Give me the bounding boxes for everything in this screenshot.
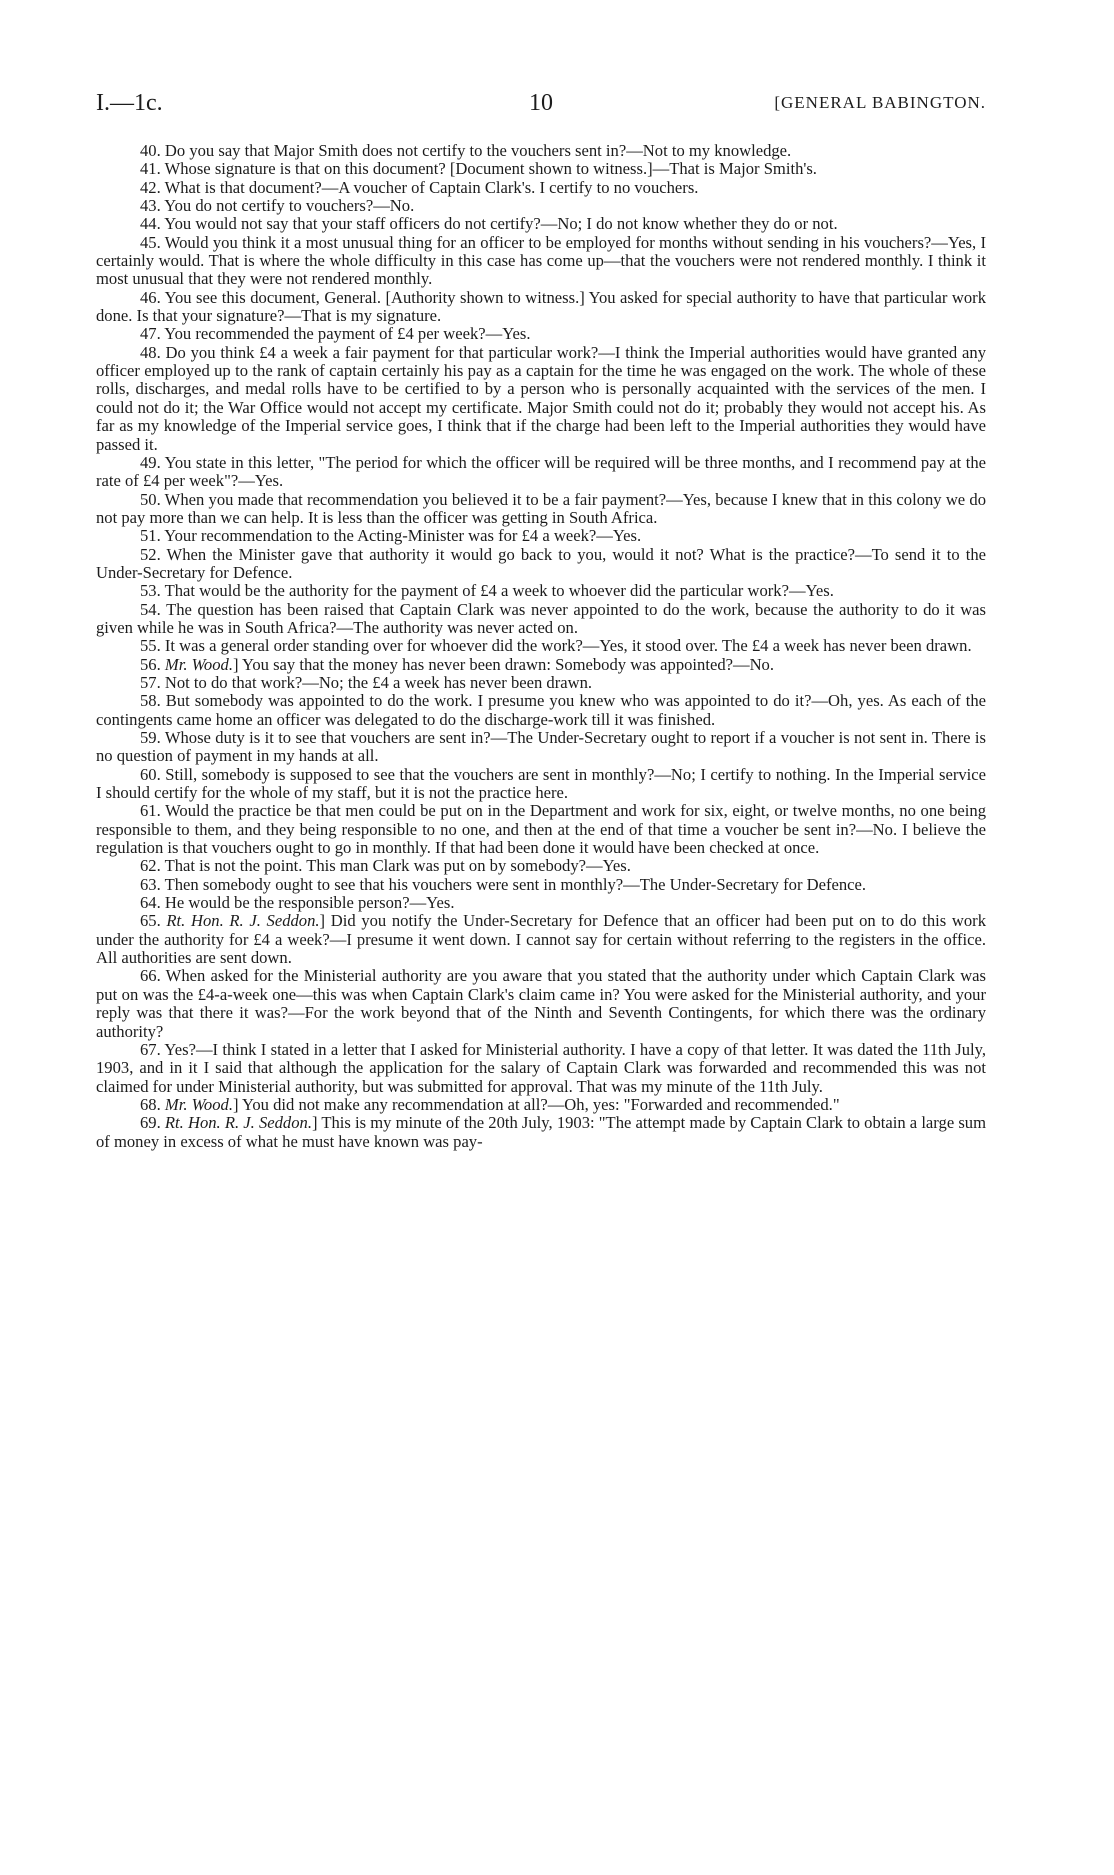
paragraph-text: 49. You state in this letter, "The period for which the officer will be required will be three months, and I recommend pay at the rate of £4 per week"?—Yes. (96, 452, 986, 491)
paragraph-text: 46. You see this document, General. [Authority shown to witness.] You asked for special authority to have that particular work done. Is that your signature?—That is my signature. (96, 287, 986, 326)
question-paragraph (96, 325, 986, 343)
question-paragraph (96, 582, 986, 600)
paragraph-text: 67. Yes?—I think I stated in a letter that I asked for Ministerial authority. I have a copy of that letter. It was dated the 11th July, 1903, and in it I said that although the application for the salary of Captain Clark was forwarded and recommended this was not claimed for under Ministerial authority, but was submitted for approval. That was my minute of the 11th July. (96, 1039, 986, 1096)
paragraph-text: ] You did not make any recommendation at all?—Oh, yes: "Forwarded and recommended." (232, 1094, 840, 1114)
speaker-name: Mr. Wood. (164, 654, 233, 674)
page-number: 10 (529, 90, 553, 116)
question-paragraph (96, 215, 986, 233)
question-paragraph (96, 766, 986, 803)
paragraph-text: 66. When asked for the Ministerial authority are you aware that you stated that the authority under which Captain Clark was put on was the £4-a-week one—this was when Captain Clark's claim came in? You were asked for the Ministerial authority, and your reply was that there it was?—For the work beyond that of the Ninth and Seventh Contingents, for which there was the ordinary authority? (96, 966, 986, 1041)
paragraph-text: 47. You recommended the payment of £4 per week?—Yes. (140, 324, 531, 344)
question-paragraph (96, 894, 986, 912)
speaker-name: Rt. Hon. R. J. Seddon. (166, 911, 320, 931)
paragraph-text: 40. Do you say that Major Smith does not certify to the vouchers sent in?—Not to my knowledge. (140, 141, 792, 160)
paragraph-text: 59. Whose duty is it to see that vouchers are sent in?—The Under-Secretary ought to report if a voucher is not sent in. There is no question of payment in my hands at all. (96, 728, 986, 766)
question-paragraph (96, 454, 986, 491)
question-paragraph (96, 179, 986, 197)
question-paragraph (96, 912, 986, 967)
paragraph-text: 64. He would be the responsible person?—Yes. (140, 893, 455, 913)
question-paragraph (96, 1096, 986, 1114)
question-number: 69. (140, 1113, 165, 1133)
paragraph-text: 62. That is not the point. This man Clark was put on by somebody?—Yes. (140, 856, 631, 876)
paragraph-text: ] This is my minute of the 20th July, 1903: "The attempt made by Captain Clark to obtain a large sum of money in excess of what he must have known was pay- (96, 1113, 987, 1151)
paragraph-text: 54. The question has been raised that Captain Clark was never appointed to do the work, because the authority to do it was given while he was in South Africa?—The authority was never acted on. (96, 599, 986, 637)
question-paragraph (96, 527, 986, 545)
paragraph-text: 58. But somebody was appointed to do the work. I presume you knew who was appointed to do it?—Oh, yes. As each of the contingents came home an officer was delegated to do the discharge-work till it was finished. (96, 691, 986, 729)
paragraph-text: 52. When the Minister gave that authority it would go back to you, would it not? What is the practice?—To send it to the Under-Secretary for Defence. (96, 544, 986, 582)
question-paragraph (96, 857, 986, 875)
question-number: 56. (140, 654, 165, 674)
paragraph-text: ] Did you notify the Under-Secretary for Defence that an officer had been put on to do this work under the authority for £4 a week?—I presume it went down. I cannot say for certain without referring to the registers in the office. All authorities are sent down. (96, 911, 986, 968)
question-number: 65. (140, 911, 167, 931)
paragraph-text: 61. Would the practice be that men could be put on in the Department and work for six, eight, or twelve months, no one being responsible to them, and they being responsible to no one, and then at the end of that time a voucher be sent in?—No. I believe the regulation is that vouchers ought to go in monthly. If that had been done it would have been checked at once. (96, 801, 986, 858)
question-paragraph (96, 344, 986, 454)
question-paragraph (96, 729, 986, 766)
paragraph-text: 55. It was a general order standing over for whoever did the work?—Yes, it stood over. The £4 a week has never been drawn. (140, 636, 972, 656)
question-paragraph (96, 142, 986, 160)
paragraph-text: 42. What is that document?—A voucher of Captain Clark's. I certify to no vouchers. (140, 177, 699, 197)
paragraph-text: ] You say that the money has never been drawn: Somebody was appointed?—No. (232, 654, 774, 674)
question-paragraph (96, 197, 986, 215)
question-paragraph (96, 674, 986, 692)
page-header (96, 90, 986, 130)
question-paragraph (96, 692, 986, 729)
question-paragraph (96, 491, 986, 528)
witness-running-head: [GENERAL BABINGTON. (774, 93, 986, 112)
question-paragraph (96, 876, 986, 894)
speaker-name: Mr. Wood. (164, 1094, 233, 1114)
question-paragraph (96, 234, 986, 289)
paragraph-text: 50. When you made that recommendation you believed it to be a fair payment?—Yes, because I knew that in this colony we do not pay more than we can help. It is less than the officer was getting in South Africa. (96, 489, 986, 527)
question-paragraph (96, 546, 986, 583)
question-paragraph (96, 601, 986, 638)
parliamentary-paper-reference: I.—1c. (96, 90, 163, 116)
question-paragraph (96, 637, 986, 655)
question-paragraph (96, 802, 986, 857)
evidence-transcript (96, 142, 986, 1151)
question-paragraph (96, 656, 986, 674)
question-number: 68. (140, 1094, 165, 1114)
paragraph-text: 41. Whose signature is that on this document? [Document shown to witness.]—That is Major Smith's. (140, 159, 817, 179)
paragraph-text: 51. Your recommendation to the Acting-Minister was for £4 a week?—Yes. (140, 526, 642, 546)
speaker-name: Rt. Hon. R. J. Seddon. (164, 1113, 312, 1133)
paragraph-text: 57. Not to do that work?—No; the £4 a week has never been drawn. (140, 672, 593, 692)
question-paragraph (96, 160, 986, 178)
paragraph-text: 48. Do you think £4 a week a fair payment for that particular work?—I think the Imperial authorities would have granted any officer employed up to the rank of captain certainly his pay as a captain for the time he was engaged on the work. The whole of these rolls, discharges, and medal rolls have to be certified to by a person who is personally acquainted with the services of the men. I could not do it; the War Office would not accept my certificate. Major Smith could not do it; probably they would not accept his. As far as my knowledge of the Imperial service goes, I think that if the charge had been left to the Imperial authorities they would have passed it. (96, 342, 986, 454)
question-paragraph (96, 289, 986, 326)
paragraph-text: 60. Still, somebody is supposed to see that the vouchers are sent in monthly?—No; I certify to nothing. In the Imperial service I should certify for the whole of my staff, but it is not the practice here. (96, 764, 986, 803)
question-paragraph (96, 1041, 986, 1096)
paragraph-text: 63. Then somebody ought to see that his vouchers were sent in monthly?—The Under-Secretary for Defence. (140, 874, 867, 894)
question-paragraph (96, 967, 986, 1040)
question-paragraph (96, 1114, 986, 1151)
paragraph-text: 53. That would be the authority for the payment of £4 a week to whoever did the particular work?—Yes. (140, 581, 834, 601)
paragraph-text: 45. Would you think it a most unusual thing for an officer to be employed for months without sending in his vouchers?—Yes, I certainly would. That is where the whole difficulty in this case has come up—that the vouchers were not rendered monthly. I think it most unusual that they were not rendered monthly. (96, 232, 986, 289)
paragraph-text: 44. You would not say that your staff officers do not certify?—No; I do not know whether they do or not. (140, 214, 838, 234)
paragraph-text: 43. You do not certify to vouchers?—No. (140, 196, 415, 216)
